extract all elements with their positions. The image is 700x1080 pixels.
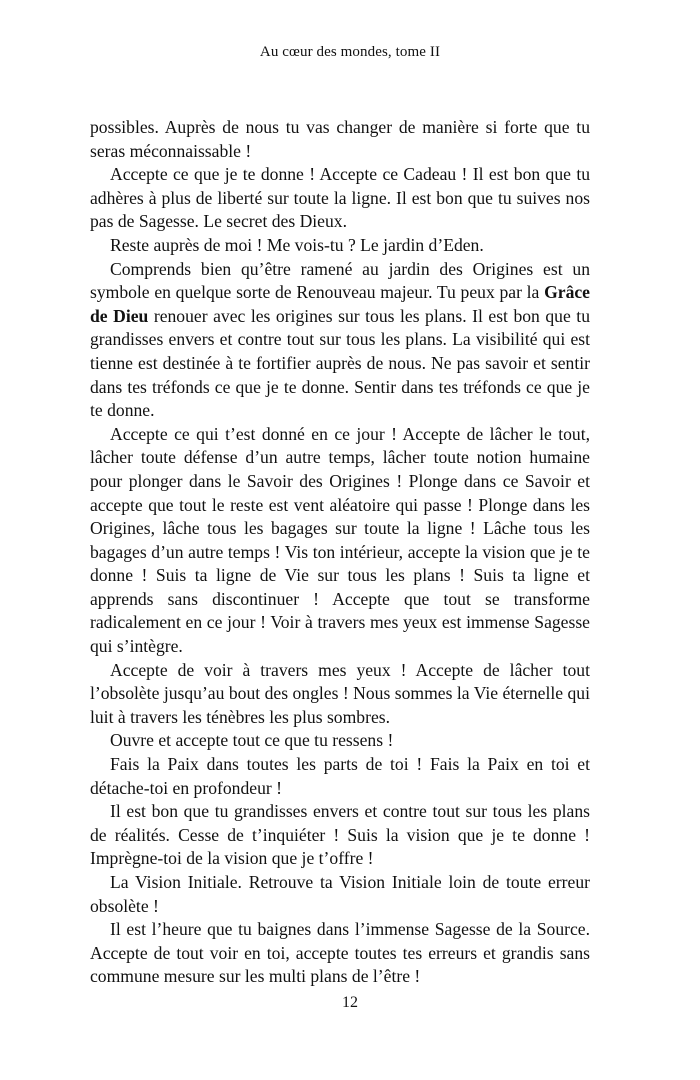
paragraph-1: possibles. Auprès de nous tu vas changer de manière si forte que tu seras méconnaissable ! [90, 117, 590, 161]
paragraph-9: Il est bon que tu grandisses envers et contre tout sur tous les plans de réalités. Cesse de t’inquiéter ! Suis la vision que je te donne ! Imprègne-toi de la vision que je t’offre ! [90, 801, 590, 869]
paragraph-5: Accepte ce qui t’est donné en ce jour ! Accepte de lâcher le tout, lâcher toute défense d’un autre temps, lâcher toute notion humaine pour plonger dans le Savoir des Origines ! Plonge dans ce Savoir et accepte que tout le reste est vent aléatoire qui passe ! Plonge dans les Origines, lâche tous les bagages sur toute la ligne ! Lâche tous les bagages d’un autre temps ! Vis ton intérieur, accepte la vision que je te donne ! Suis ta ligne de Vie sur tous les plans ! Suis ta ligne et apprends sans discontinuer ! Accepte que tout se transforme radicalement en ce jour ! Voir à travers mes yeux est immense Sagesse qui s’intègre. [90, 423, 590, 657]
body-text [90, 116, 590, 989]
page-number: 12 [342, 994, 358, 1011]
paragraph-3: Reste auprès de moi ! Me vois-tu ? Le jardin d’Eden. [110, 234, 484, 255]
emphasis-grace-de-dieu: Grâce de Dieu [90, 282, 590, 326]
paragraph-4-text-before: Comprends bien qu’être ramené au jardin des Origines est un symbole en quelque sorte de Renouveau majeur. Tu peux par la [90, 258, 590, 303]
paragraph-6: Accepte de voir à travers mes yeux ! Accepte de lâcher tout l’obsolète jusqu’au bout des ongles ! Nous sommes la Vie éternelle qui luit à travers les ténèbres les plus sombres. [90, 659, 590, 727]
paragraph-7: Ouvre et accepte tout ce que tu ressens ! [110, 730, 394, 751]
paragraph-10: La Vision Initiale. Retrouve ta Vision Initiale loin de toute erreur obsolète ! [90, 872, 590, 916]
paragraph-8: Fais la Paix dans toutes les parts de toi ! Fais la Paix en toi et détache-toi en profondeur ! [90, 754, 590, 798]
paragraph-4-text-after: renouer avec les origines sur tous les plans. Il est bon que tu grandisses envers et contre tout sur tous les plans. La visibilité qui est tienne est destinée à te fortifier auprès de nous. Ne pas savoir et sentir dans tes tréfonds ce que je te donne. Sentir dans tes tréfonds ce que je te donne. [90, 305, 590, 421]
paragraph-2: Accepte ce que je te donne ! Accepte ce Cadeau ! Il est bon que tu adhères à plus de liberté sur toute la ligne. Il est bon que tu suives nos pas de Sagesse. Le secret des Dieux. [90, 164, 590, 232]
running-head-title: Au cœur des mondes, tome II [259, 44, 441, 60]
paragraph-11: Il est l’heure que tu baignes dans l’immense Sagesse de la Source. Accepte de tout voir en toi, accepte toutes tes erreurs et grandis sans commune mesure sur les multi plans de l’être ! [90, 919, 590, 987]
paragraph-4 [90, 258, 590, 423]
